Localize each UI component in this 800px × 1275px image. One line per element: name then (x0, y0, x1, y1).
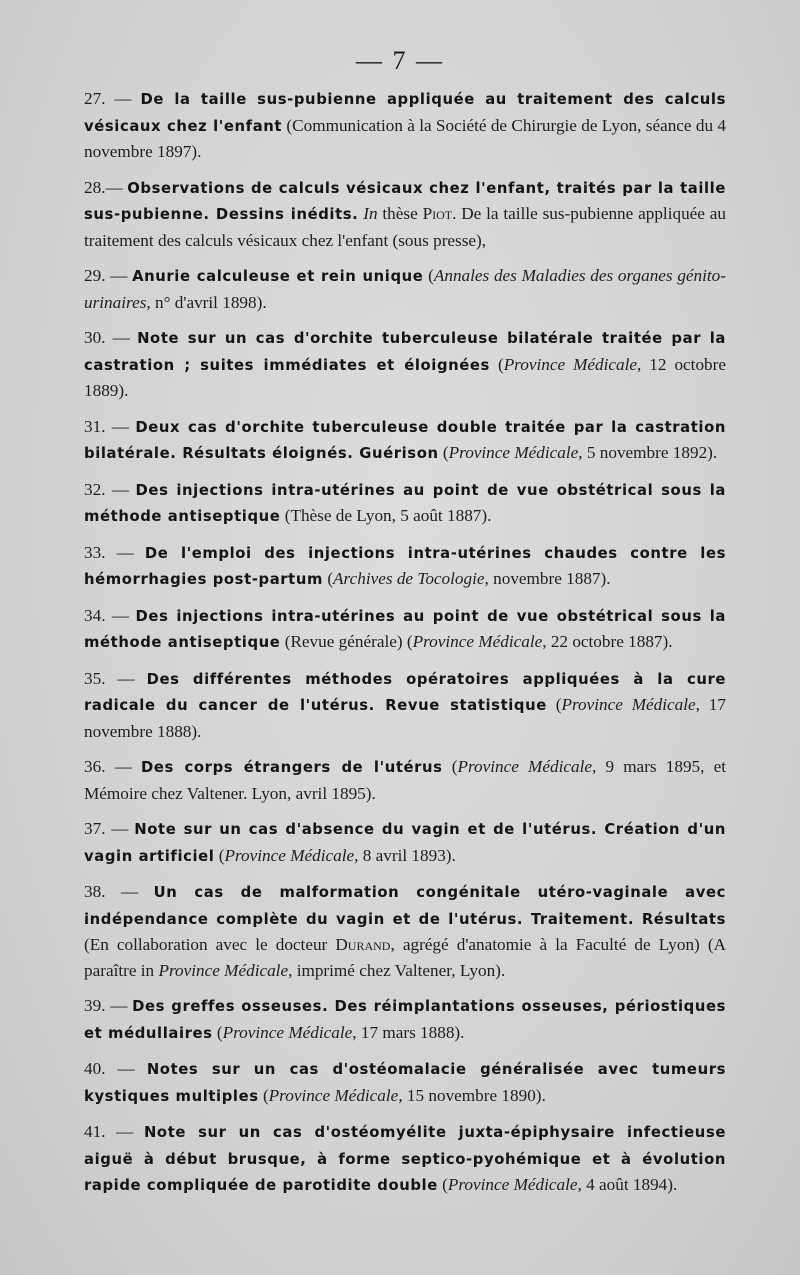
entry-title: Notes sur un cas d'ostéomalacie généralisée avec tumeurs kystiques multiples (84, 1061, 727, 1105)
entry-dash: — (105, 89, 141, 108)
entry-title: Note sur un cas d'absence du vagin et de l'utérus. Création d'un vagin artificiel (84, 821, 726, 865)
entry-citation: , 4 août 1894). (577, 1175, 678, 1194)
entry-author: Durand (335, 935, 391, 954)
entry-citation: , imprimé chez Valtener, Lyon). (288, 960, 506, 980)
bibliography-entry (84, 1056, 726, 1109)
entry-citation: , 22 octobre 1887). (542, 632, 673, 651)
entry-title: Des injections intra-utérines au point de vue obstétrical sous la méthode antiseptique (84, 607, 727, 651)
entry-citation: , novembre 1887). (484, 569, 611, 588)
entry-number: 36. (84, 757, 106, 776)
bibliography-entry (84, 175, 726, 254)
entry-title: Note sur un cas d'orchite tuberculeuse bilatérale traitée par la castration ; suites immédiates et éloignées (84, 330, 727, 374)
entry-citation-prefix: (Revue générale) ( (280, 632, 413, 651)
entry-citation: , 12 octobre 1889). (84, 354, 726, 400)
entry-title: Note sur un cas d'ostéomyélite juxta-épiphysaire infectieuse aiguë à début brusque, à forme septico-pyohémique et à évolution rapide compliquée de parotidite double (84, 1124, 726, 1194)
entry-dash: — (105, 1059, 147, 1078)
entry-dash: — (105, 605, 136, 625)
entry-title: Des différentes méthodes opératoires appliquées à la cure radicale du cancer de l'utérus. Revue statistique (84, 670, 726, 714)
entry-journal: Archives de Tocologie (333, 569, 485, 588)
entry-number: 29. (84, 266, 106, 285)
entry-author: Piot (422, 204, 453, 223)
entry-citation-prefix: ( (258, 1085, 269, 1105)
entry-dash: — (105, 328, 138, 347)
bibliography-list (84, 86, 726, 1199)
entry-journal: Province Médicale (224, 845, 355, 865)
entry-citation-prefix: ( (323, 569, 334, 588)
entry-title: Observations de calculs vésicaux chez l'enfant, traités par la taille sus-pubienne. Dessins inédits. (84, 179, 726, 223)
entry-journal: Province Médicale (561, 695, 696, 714)
entry-dash: — (105, 416, 136, 436)
entry-citation-prefix: ( (437, 1175, 448, 1194)
entry-citation: (Communication à la Société de Chirurgie de Lyon, séance du 4 novembre 1897). (84, 115, 726, 161)
entry-citation: , 5 novembre 1892). (578, 443, 718, 462)
entry-title: Un cas de malformation congénitale utéro-vaginale avec indépendance complète du vagin et de l'utérus. Traitement. Résultats (84, 884, 727, 928)
entry-citation: , 15 novembre 1890). (398, 1085, 546, 1105)
entry-citation: , 17 novembre 1888). (84, 695, 726, 741)
entry-journal: In (363, 204, 378, 223)
entry-citation: . De la taille sus-pubienne appliquée au traitement des calculs vésicaux chez l'enfant (sous presse), (84, 204, 726, 250)
entry-dash: — (105, 757, 141, 776)
entry-title: De la taille sus-pubienne appliquée au traitement des calculs vésicaux chez l'enfant (84, 91, 726, 135)
entry-journal: Province Médicale (412, 632, 543, 651)
entry-citation: , 8 avril 1893). (354, 845, 456, 865)
entry-title: Des injections intra-utérines au point de vue obstétrical sous la méthode antiseptique (84, 481, 727, 525)
entry-number: 35. (84, 668, 106, 688)
entry-number: 28. (84, 177, 106, 197)
entry-citation: , 9 mars 1895, et Mémoire chez Valtener. Lyon, avril 1895). (84, 757, 726, 803)
entry-number: 38. (84, 882, 106, 901)
entry-citation-prefix: ( (438, 443, 449, 462)
bibliography-entry (84, 1119, 726, 1199)
page-number: — 7 — (356, 46, 444, 75)
entry-title: Des corps étrangers de l'utérus (141, 759, 443, 776)
bibliography-entry (84, 993, 726, 1046)
entry-journal: Annales des Maladies des organes génito-urinaires (84, 266, 726, 312)
entry-dash: — (105, 819, 135, 838)
bibliography-entry (84, 603, 726, 656)
entry-dash: — (105, 996, 133, 1015)
entry-journal: Province Médicale (447, 1175, 578, 1194)
entry-citation: , 17 mars 1888). (352, 1022, 465, 1042)
entry-dash: — (105, 479, 136, 499)
entry-number: 27. (84, 89, 106, 108)
entry-citation-prefix: ( (214, 845, 225, 865)
bibliography-entry (84, 414, 726, 467)
entry-number: 41. (84, 1122, 106, 1141)
entry-citation-middle: , agrégé d'anatomie à la Faculté de Lyon) (A paraître in (84, 935, 727, 980)
entry-title: Deux cas d'orchite tuberculeuse double traitée par la castration bilatérale. Résultats éloignés. Guérison (84, 418, 726, 462)
bibliography-entry (84, 879, 726, 983)
entry-number: 39. (84, 996, 106, 1015)
entry-number: 37. (84, 819, 106, 838)
entry-title: Anurie calculeuse et rein unique (132, 268, 424, 285)
entry-citation-prefix: ( (212, 1022, 223, 1042)
entry-citation-middle: thèse (377, 204, 423, 223)
entry-number: 31. (84, 416, 106, 436)
entry-citation: , n° d'avril 1898). (146, 292, 267, 312)
entry-number: 33. (84, 542, 106, 562)
entry-citation-prefix: ( (489, 354, 504, 374)
entry-journal: Province Médicale (222, 1022, 353, 1042)
entry-citation-prefix: ( (423, 266, 434, 285)
entry-citation: (Thèse de Lyon, 5 août 1887). (280, 506, 492, 525)
bibliography-entry (84, 540, 726, 593)
entry-dash: — (105, 1122, 144, 1141)
bibliography-entry (84, 477, 726, 530)
entry-dash: — (105, 542, 145, 562)
entry-citation-prefix: (En collaboration avec le docteur (84, 935, 336, 954)
entry-journal: Province Médicale (448, 443, 579, 462)
entry-number: 34. (84, 605, 106, 625)
bibliography-entry (84, 666, 726, 745)
entry-dash: — (105, 668, 147, 688)
bibliography-entry (84, 86, 726, 165)
entry-citation-prefix: ( (546, 695, 562, 714)
entry-number: 32. (84, 479, 106, 499)
entry-dash: — (105, 882, 154, 901)
entry-title: Des greffes osseuses. Des réimplantations osseuses, périostiques et médullaires (84, 998, 726, 1042)
entry-journal: Province Médicale (158, 960, 289, 980)
entry-number: 40. (84, 1059, 106, 1078)
bibliography-entry (84, 325, 726, 404)
entry-dash: — (105, 266, 133, 285)
entry-journal: Province Médicale (457, 757, 592, 776)
entry-title: De l'emploi des injections intra-utérines chaudes contre les hémorrhagies post-partum (84, 544, 727, 588)
entry-journal: Province Médicale (503, 354, 638, 374)
entry-number: 30. (84, 328, 106, 347)
entry-dash: — (105, 177, 128, 197)
bibliography-entry (84, 816, 726, 869)
entry-citation-prefix: ( (442, 757, 458, 776)
bibliography-entry (84, 263, 726, 315)
entry-journal: Province Médicale (268, 1085, 399, 1105)
bibliography-entry (84, 754, 726, 806)
